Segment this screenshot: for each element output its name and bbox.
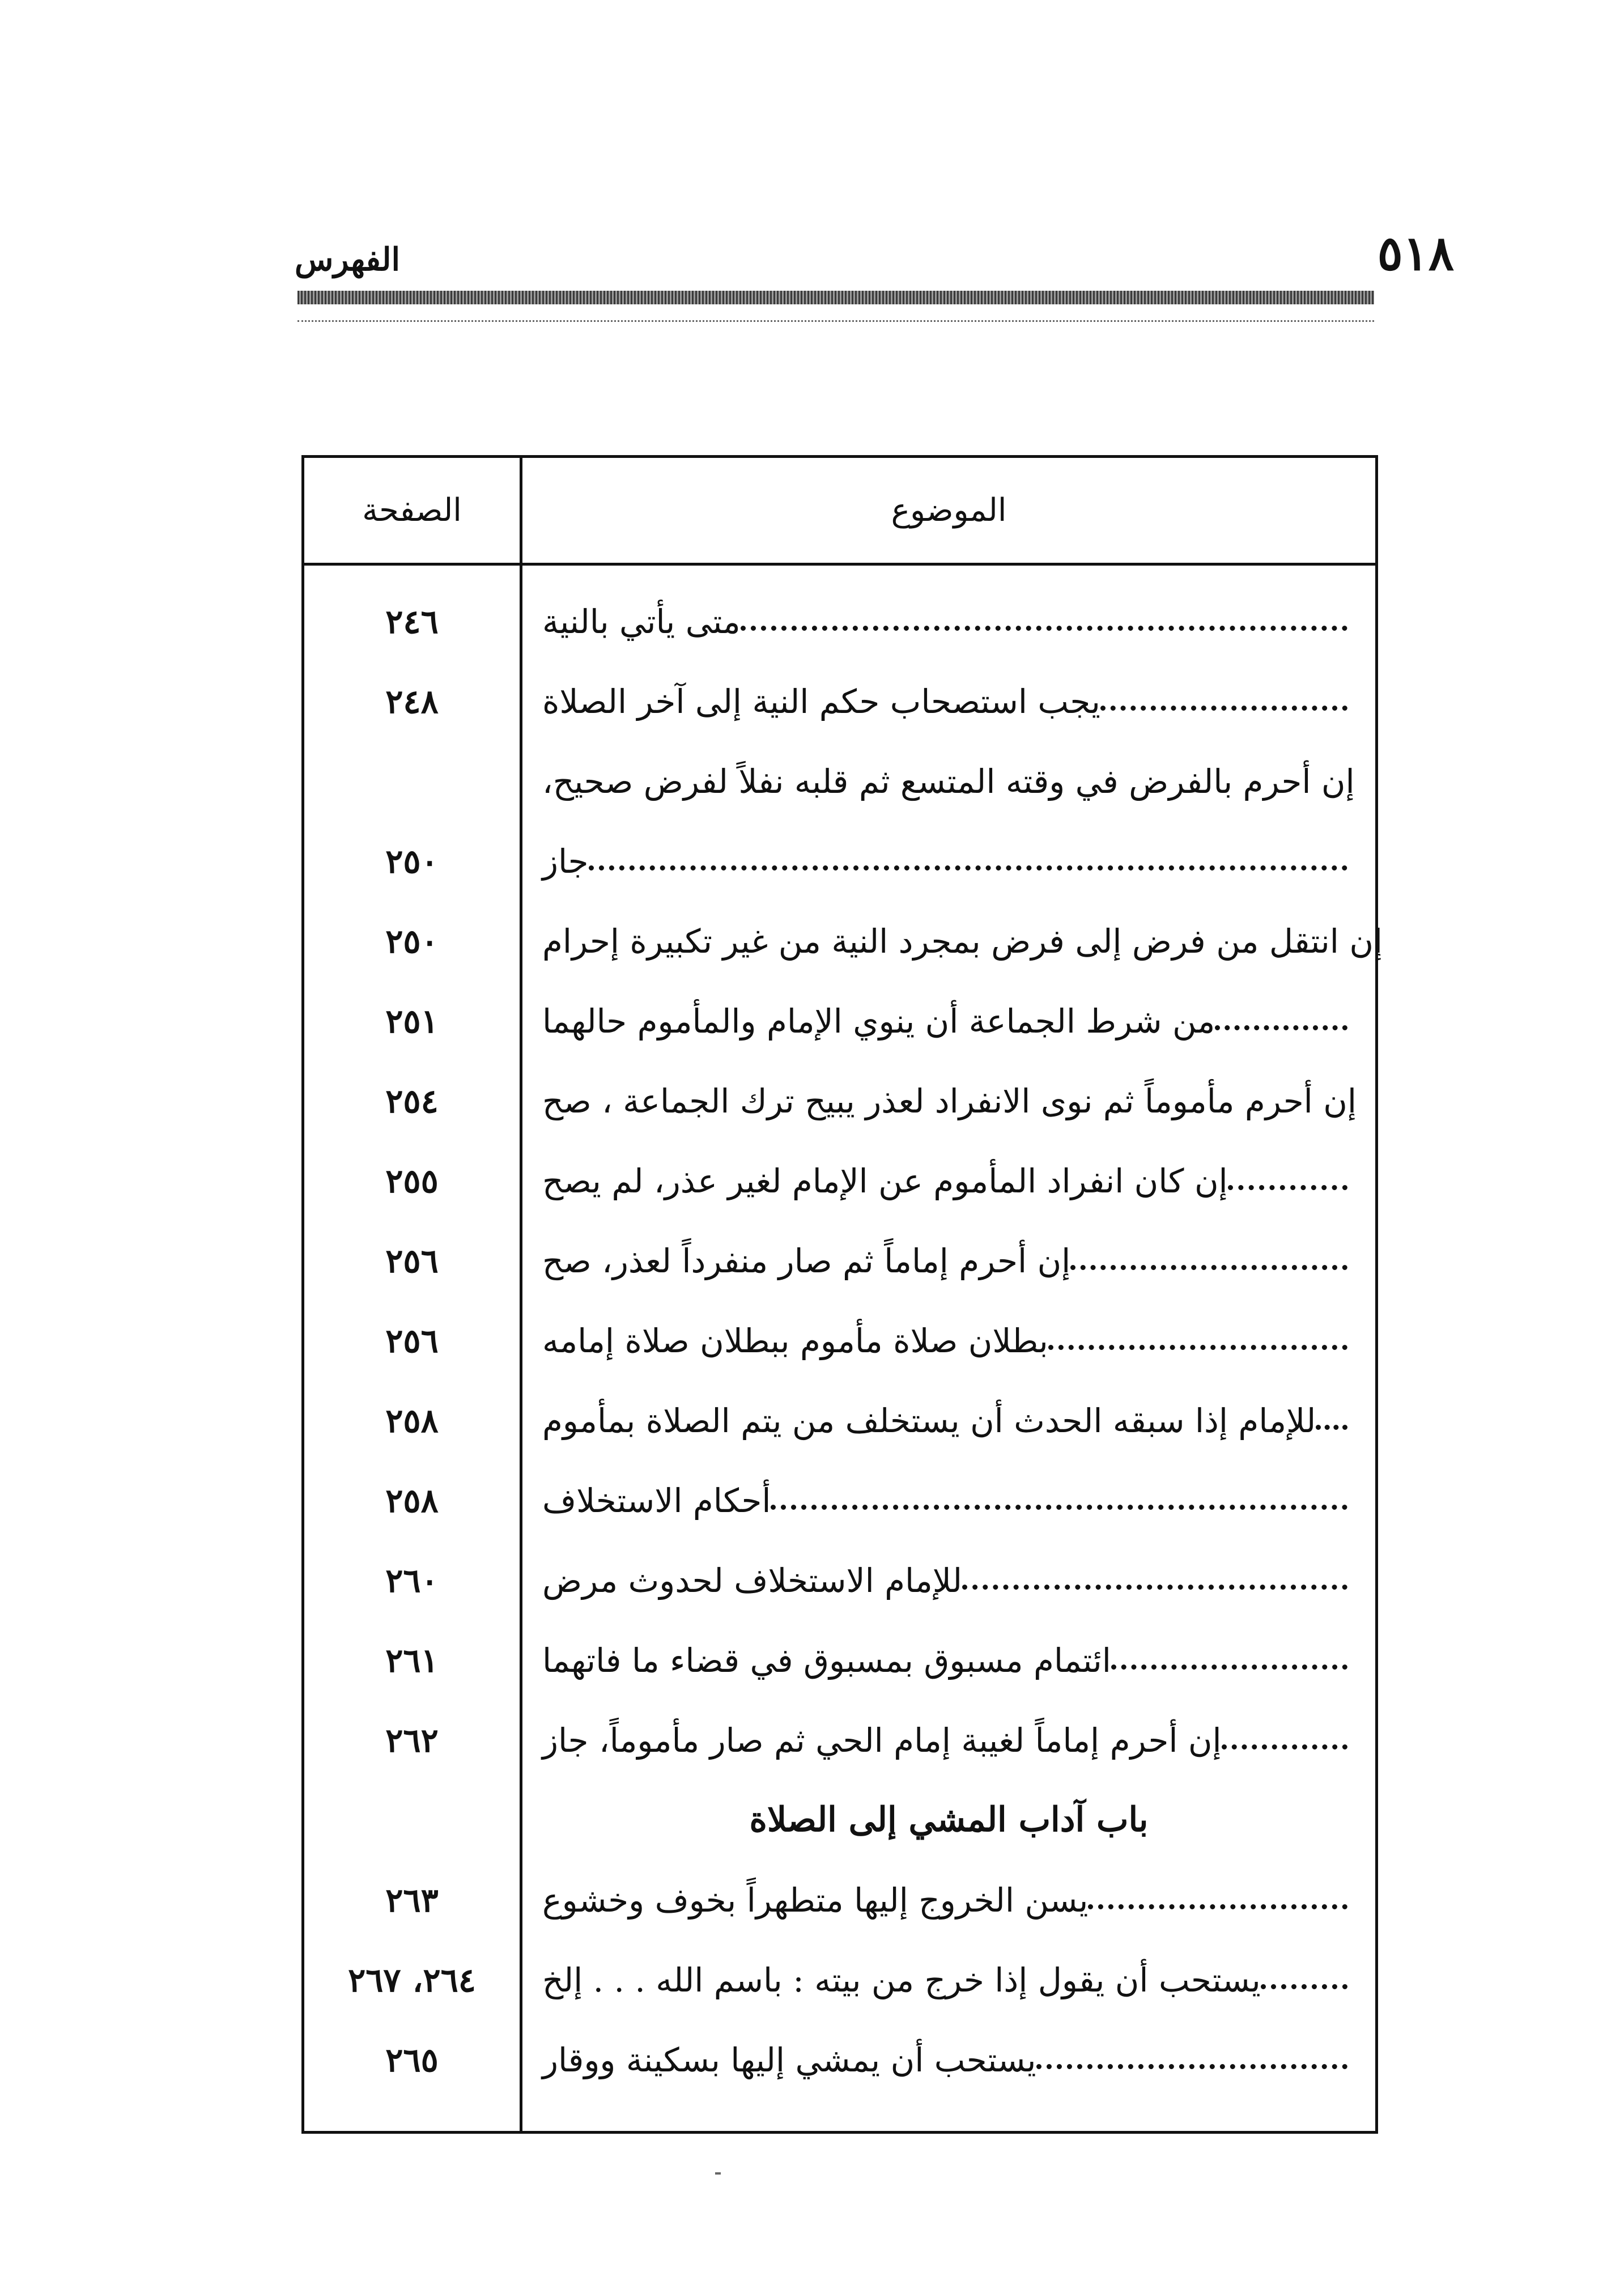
topic-text: إن كان انفراد المأموم عن الإمام لغير عذر، لم يصح (542, 1162, 1228, 1200)
index-row (304, 968, 1375, 1048)
index-row (304, 728, 1375, 808)
index-row (304, 1847, 1375, 1927)
chapter-heading-row (304, 1767, 1375, 1847)
page-cell: ٢٤٦ (385, 602, 439, 641)
topic-cell (542, 1561, 1355, 1600)
leader-dots (1111, 1664, 1347, 1670)
leader-dots (1316, 1425, 1347, 1430)
topic-text: إن انتقل من فرض إلى فرض بمجرد النية من غير تكبيرة إحرام (542, 922, 1383, 961)
topic-cell (542, 1641, 1355, 1680)
topic-cell (542, 1322, 1355, 1360)
index-row (304, 1447, 1375, 1527)
index-row (304, 2007, 1375, 2087)
topic-cell (542, 1242, 1355, 1280)
page-cell: ٢٥٠ (385, 922, 439, 961)
index-row (304, 568, 1375, 648)
page-cell: ٢٦٠ (385, 1561, 439, 1600)
topic-cell (542, 1481, 1355, 1520)
leader-dots (1222, 1744, 1347, 1750)
topic-text: أحكام الاستخلاف (542, 1481, 771, 1520)
topic-cell (542, 1402, 1355, 1440)
index-row (304, 1208, 1375, 1288)
chapter-heading (542, 1800, 1355, 1840)
topic-cell (542, 1082, 1357, 1120)
index-row (304, 1368, 1375, 1447)
index-row (304, 1607, 1375, 1687)
leader-dots (1215, 1025, 1347, 1030)
topic-text: متى يأتي بالنية (542, 602, 741, 641)
page-cell: ٢٥١ (385, 1002, 439, 1041)
index-row (304, 1128, 1375, 1208)
chapter-heading-text: باب آداب المشي إلى الصلاة (749, 1800, 1149, 1840)
leader-dots (589, 865, 1347, 871)
index-row (304, 648, 1375, 728)
page-cell: ٢٥٤ (385, 1082, 439, 1120)
topic-cell (542, 922, 1383, 961)
header-rule (297, 291, 1374, 304)
index-row (304, 1687, 1375, 1767)
topic-cell (542, 2041, 1355, 2079)
page-cell: ٢٥٦ (385, 1242, 439, 1280)
index-row (304, 808, 1375, 888)
topic-cell (542, 1881, 1355, 1920)
topic-text: بطلان صلاة مأموم ببطلان صلاة إمامه (542, 1322, 1048, 1360)
topic-cell (542, 1721, 1355, 1760)
leader-dots (1100, 706, 1347, 711)
index-row (304, 1288, 1375, 1368)
topic-text: ائتمام مسبوق بمسبوق في قضاء ما فاتهما (542, 1641, 1111, 1680)
page-cell: ٢٦٤، ٢٦٧ (348, 1961, 476, 1999)
leader-dots (771, 1505, 1347, 1510)
topic-column-header: الموضوع (891, 492, 1007, 529)
topic-text: جاز (542, 842, 589, 881)
leader-dots (1048, 1345, 1347, 1350)
index-rows (304, 568, 1383, 2087)
topic-text: من شرط الجماعة أن ينوي الإمام والمأموم حالهما (542, 1002, 1215, 1041)
leader-dots (1036, 2064, 1347, 2069)
index-table (301, 455, 1383, 2134)
header-rule-dotted (297, 320, 1374, 322)
section-title: الفهرس (295, 241, 401, 278)
page-cell: ٢٦٢ (385, 1721, 439, 1760)
leader-dots (962, 1585, 1347, 1590)
leader-dots (1261, 1984, 1347, 1989)
topic-text: يسن الخروج إليها متطهراً بخوف وخشوع (542, 1881, 1089, 1920)
topic-text: إن أحرم إماماً ثم صار منفرداً لعذر، صح (542, 1242, 1071, 1280)
index-row (304, 1048, 1375, 1128)
topic-cell (542, 1162, 1355, 1200)
page-column-header: الصفحة (362, 492, 462, 529)
topic-text: إن أحرم إماماً لغيبة إمام الحي ثم صار مأموماً، جاز (542, 1721, 1222, 1760)
leader-dots (1070, 1265, 1347, 1270)
topic-text: إن أحرم مأموماً ثم نوى الانفراد لعذر يبيح ترك الجماعة ، صح (542, 1082, 1357, 1120)
topic-text: يستحب أن يقول إذا خرج من بيته : باسم الله . . . إلخ (542, 1961, 1261, 1999)
leader-dots (1228, 1185, 1347, 1190)
topic-text: للإمام الاستخلاف لحدوث مرض (542, 1561, 963, 1600)
page-cell: ٢٥٠ (385, 842, 439, 881)
topic-text: إن أحرم بالفرض في وقته المتسع ثم قلبه نفلاً لفرض صحيح، (542, 762, 1355, 801)
page-cell: ٢٦٣ (385, 1881, 439, 1920)
topic-text: يجب استصحاب حكم النية إلى آخر الصلاة (542, 682, 1100, 721)
page-cell: ٢٥٨ (385, 1481, 439, 1520)
page-cell: ٢٦٥ (385, 2041, 439, 2079)
topic-cell (542, 762, 1355, 801)
page-cell: ٢٥٥ (385, 1162, 439, 1200)
page-cell: ٢٥٨ (385, 1402, 439, 1440)
topic-text: للإمام إذا سبقه الحدث أن يستخلف من يتم الصلاة بمأموم (542, 1402, 1316, 1440)
page-cell: ٢٦١ (385, 1641, 439, 1680)
page-number: ٥١٨ (1377, 225, 1454, 281)
page-cell: ٢٤٨ (385, 682, 439, 721)
topic-cell (542, 1002, 1355, 1041)
index-row (304, 1927, 1375, 2007)
topic-cell (542, 842, 1355, 881)
index-row (304, 888, 1383, 968)
scan-speck (715, 2172, 721, 2175)
topic-cell (542, 602, 1355, 641)
leader-dots (1088, 1904, 1347, 1909)
leader-dots (741, 626, 1347, 631)
header-row-divider (304, 563, 1375, 566)
page-cell: ٢٥٦ (385, 1322, 439, 1360)
topic-cell (542, 682, 1355, 721)
topic-cell (542, 1961, 1355, 1999)
topic-text: يستحب أن يمشي إليها بسكينة ووقار (542, 2041, 1036, 2079)
index-row (304, 1527, 1375, 1607)
